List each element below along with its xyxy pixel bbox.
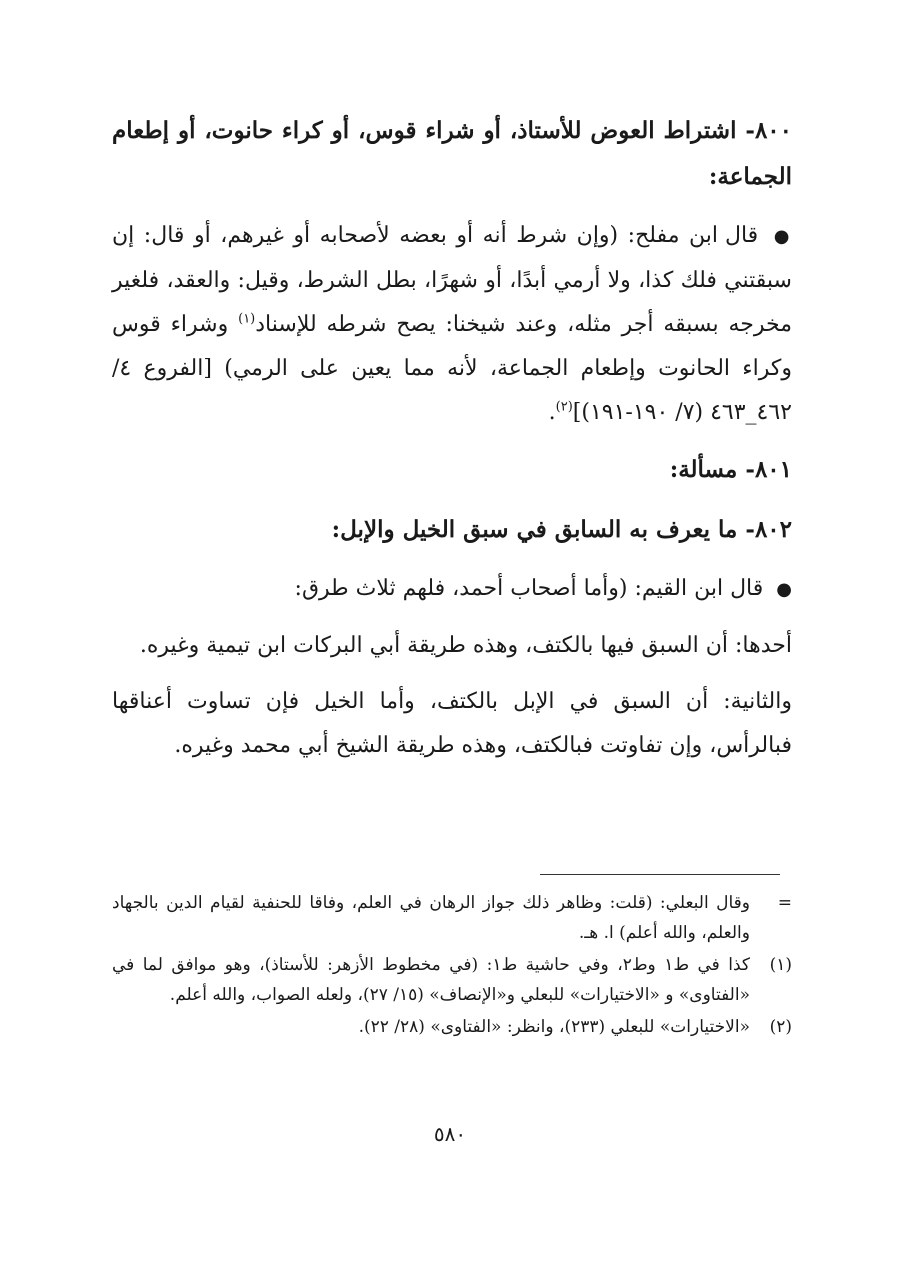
footnote-text: وقال البعلي: (قلت: وظاهر ذلك جواز الرهان في العلم، وفاقا للحنفية لقيام الدين بالجهاد والعلم، والله أعلم) ا. هـ. [112, 893, 750, 943]
heading-801: ٨٠١- مسألة: [669, 456, 792, 483]
page-number: ٥٨٠ [433, 1122, 467, 1146]
paragraph-ibn-muflih-rest: وشراء قوس وكراء الحانوت وإطعام الجماعة، لأنه مما يعين على الرمي) [الفروع ٤/ ٤٦٢_٤٦٣ (٧/ ١٩٠-١٩١)] [112, 312, 792, 425]
footnote-continued [112, 888, 792, 948]
heading-800: ٨٠٠- اشتراط العوض للأستاذ، أو شراء قوس، أو كراء حانوت، أو إطعام الجماعة: [112, 117, 792, 190]
paragraph-ibn-qayyim [112, 567, 792, 612]
bullet-icon: ● [773, 226, 792, 247]
footnote-marker: = [777, 893, 792, 913]
page-body [112, 108, 792, 780]
footnote-text: كذا في ط١ وط٢، وفي حاشية ط١: (في مخطوط الأزهر: للأستاذ)، وهو موافق لما في «الفتاوى» و «الاختيارات» للبعلي و«الإنصاف» (١٥/ ٢٧)، ولعله الصواب، والله أعلم. [112, 955, 750, 1005]
bullet-icon: ● [776, 579, 792, 600]
footnote-marker: (٢) [769, 1017, 792, 1037]
footnote-1 [112, 950, 792, 1010]
paragraph-second-method: والثانية: أن السبق في الإبل بالكتف، وأما الخيل فإن تساوت أعناقها فبالرأس، وإن تفاوتت فبالكتف، وهذه طريقة الشيخ أبي محمد وغيره. [112, 689, 792, 758]
paragraph-ibn-qayyim-text: قال ابن القيم: (وأما أصحاب أحمد، فلهم ثلاث طرق: [294, 576, 764, 601]
footnote-text: «الاختيارات» للبعلي (٢٣٣)، وانظر: «الفتاوى» (٢٨/ ٢٢). [358, 1017, 750, 1037]
paragraph-ibn-muflih-end: . [548, 400, 556, 425]
footnote-2 [112, 1012, 792, 1042]
footnote-marker: (١) [769, 955, 792, 975]
paragraph-first-method: أحدها: أن السبق فيها بالكتف، وهذه طريقة أبي البركات ابن تيمية وغيره. [139, 633, 792, 658]
footnote-divider [540, 874, 780, 875]
footnotes [112, 888, 792, 1044]
footnote-ref-2[interactable]: (٢) [555, 399, 573, 415]
paragraph-ibn-muflih-text: قال ابن مفلح: (وإن شرط أنه أو بعضه لأصحابه أو غيرهم، أو قال: إن سبقتني فلك كذا، ولا أرمي أبدًا، أو شهرًا، بطل الشرط، وقيل: والعقد، فلغير مخرجه بسبقه أجر مثله، وعند شيخنا: يصح شرطه للإسناد [112, 223, 792, 337]
footnote-ref-1[interactable]: (١) [238, 311, 256, 327]
heading-802: ٨٠٢- ما يعرف به السابق في سبق الخيل والإبل: [331, 516, 792, 543]
paragraph-ibn-muflih [112, 214, 792, 435]
